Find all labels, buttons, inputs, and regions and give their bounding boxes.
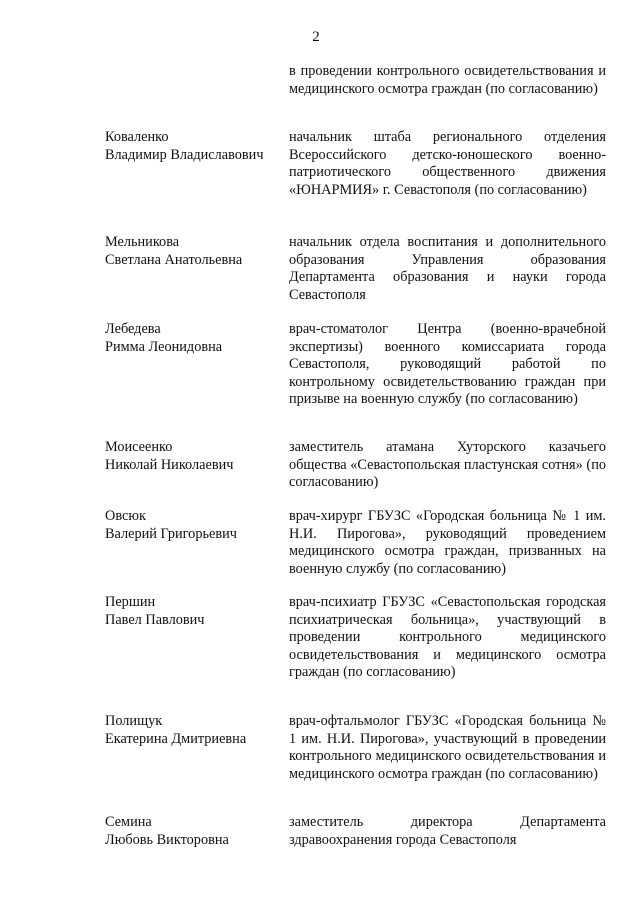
member-role: начальник штаба регионального отделения Всероссийского детско-юношеского военно-патриотического общественного движения «ЮНАРМИЯ» г. Севастополя (по согласованию) — [289, 129, 606, 198]
member-name — [105, 713, 285, 748]
member-given-names: Владимир Владиславович — [105, 146, 264, 163]
member-given-names: Николай Николаевич — [105, 456, 234, 473]
member-role: начальник отдела воспитания и дополнительного образования Управления образования Департамента образования и науки города Севастополя — [289, 234, 606, 303]
member-surname: Лебедева — [105, 321, 161, 337]
member-surname: Коваленко — [105, 129, 169, 145]
member-surname: Овсюк — [105, 508, 146, 524]
member-role: врач-психиатр ГБУЗС «Севастопольская городская психиатрическая больница», участвующий в проведении контрольного медицинского освидетельствования и медицинского осмотра граждан (по согласованию) — [289, 594, 606, 680]
member-name — [105, 814, 285, 849]
member-given-names: Валерий Григорьевич — [105, 525, 237, 542]
member-name — [105, 508, 285, 543]
member-role: заместитель директора Департамента здравоохранения города Севастополя — [289, 814, 606, 848]
member-surname: Полищук — [105, 713, 163, 729]
member-surname: Моисеенко — [105, 439, 173, 455]
member-role: врач-стоматолог Центра (военно-врачебной экспертизы) военного комиссариата города Севастополя, руководящий работой по контрольному освидетельствованию граждан при призыве на военную службу (по согласованию) — [289, 321, 606, 407]
member-name — [105, 321, 285, 356]
member-name — [105, 129, 285, 164]
member-name — [105, 234, 285, 269]
member-name — [105, 594, 285, 629]
member-given-names: Павел Павлович — [105, 611, 205, 628]
member-role: врач-офтальмолог ГБУЗС «Городская больница № 1 им. Н.И. Пирогова», участвующий в проведении контрольного медицинского освидетельствования и медицинского осмотра граждан (по согласованию) — [289, 713, 606, 782]
member-surname: Семина — [105, 814, 152, 830]
member-given-names: Светлана Анатольевна — [105, 251, 243, 268]
member-given-names: Екатерина Дмитриевна — [105, 730, 247, 747]
member-given-names: Римма Леонидовна — [105, 338, 223, 355]
member-name — [105, 439, 285, 474]
member-role: в проведении контрольного освидетельствования и медицинского осмотра граждан (по согласованию) — [289, 63, 606, 97]
member-surname: Першин — [105, 594, 156, 610]
member-role: заместитель атамана Хуторского казачьего общества «Севастопольская пластунская сотня» (по согласованию) — [289, 439, 606, 490]
member-given-names: Любовь Викторовна — [105, 831, 229, 848]
page-number: 2 — [312, 29, 320, 45]
member-role: врач-хирург ГБУЗС «Городская больница № 1 им. Н.И. Пирогова», руководящий проведением медицинского осмотра граждан, призванных на военную службу (по согласованию) — [289, 508, 606, 577]
member-surname: Мельникова — [105, 234, 180, 250]
